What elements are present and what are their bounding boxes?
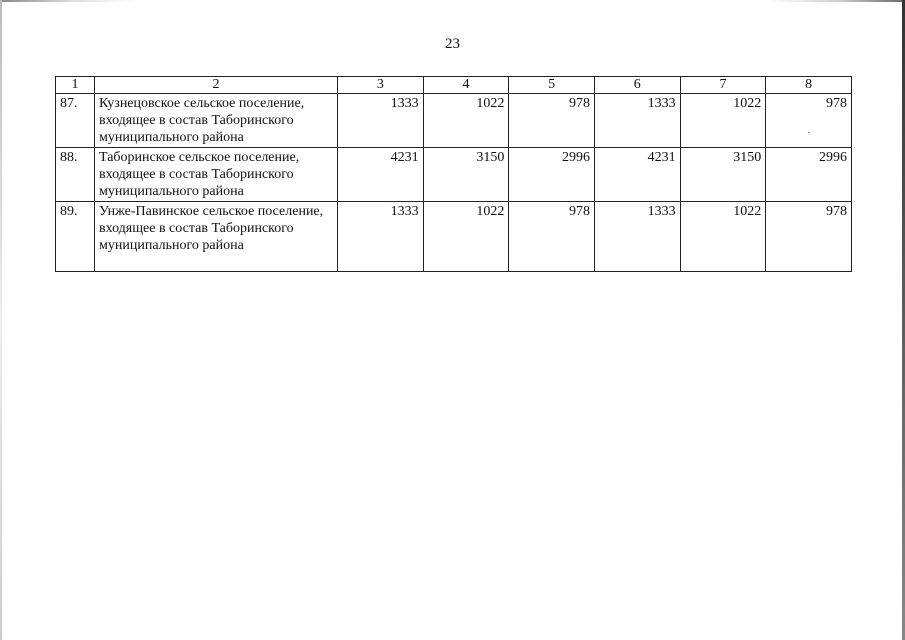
scan-edge-left [0, 0, 2, 640]
table-cell: 1333 [594, 202, 680, 272]
table-cell: 978 [509, 202, 595, 272]
column-header: 4 [423, 77, 509, 94]
settlement-name: Таборинское сельское поселение, входящее в состав Таборинского муниципального района [95, 148, 338, 202]
table-cell: 1333 [338, 94, 424, 148]
column-header: 6 [594, 77, 680, 94]
page-number: 23 [445, 36, 460, 52]
scan-speck [808, 132, 810, 133]
table-cell: 3150 [423, 148, 509, 202]
table-cell: 2996 [766, 148, 852, 202]
column-header: 3 [338, 77, 424, 94]
table-cell: 2996 [509, 148, 595, 202]
table-header-row [56, 77, 852, 94]
table-cell: 1022 [680, 202, 766, 272]
table-cell: 1333 [338, 202, 424, 272]
table-row [56, 148, 852, 202]
column-header: 7 [680, 77, 766, 94]
table-row [56, 202, 852, 272]
scan-edge-top [0, 0, 905, 2]
table-cell: 4231 [594, 148, 680, 202]
table-cell: 1333 [594, 94, 680, 148]
table-cell: 978 [766, 94, 852, 148]
table-cell: 1022 [423, 94, 509, 148]
column-header: 1 [56, 77, 95, 94]
table-row [56, 94, 852, 148]
row-number: 87. [56, 94, 95, 148]
column-header: 2 [95, 77, 338, 94]
data-table [55, 76, 852, 272]
table-cell: 4231 [338, 148, 424, 202]
table-cell: 1022 [680, 94, 766, 148]
table-cell: 978 [766, 202, 852, 272]
settlement-name: Кузнецовское сельское поселение, входящее в состав Таборинского муниципального района [95, 94, 338, 148]
column-header: 5 [509, 77, 595, 94]
table-cell: 3150 [680, 148, 766, 202]
column-header: 8 [766, 77, 852, 94]
table-cell: 978 [509, 94, 595, 148]
row-number: 89. [56, 202, 95, 272]
table-cell: 1022 [423, 202, 509, 272]
settlement-name: Унже-Павинское сельское поселение, входящее в состав Таборинского муниципального района [95, 202, 338, 272]
row-number: 88. [56, 148, 95, 202]
